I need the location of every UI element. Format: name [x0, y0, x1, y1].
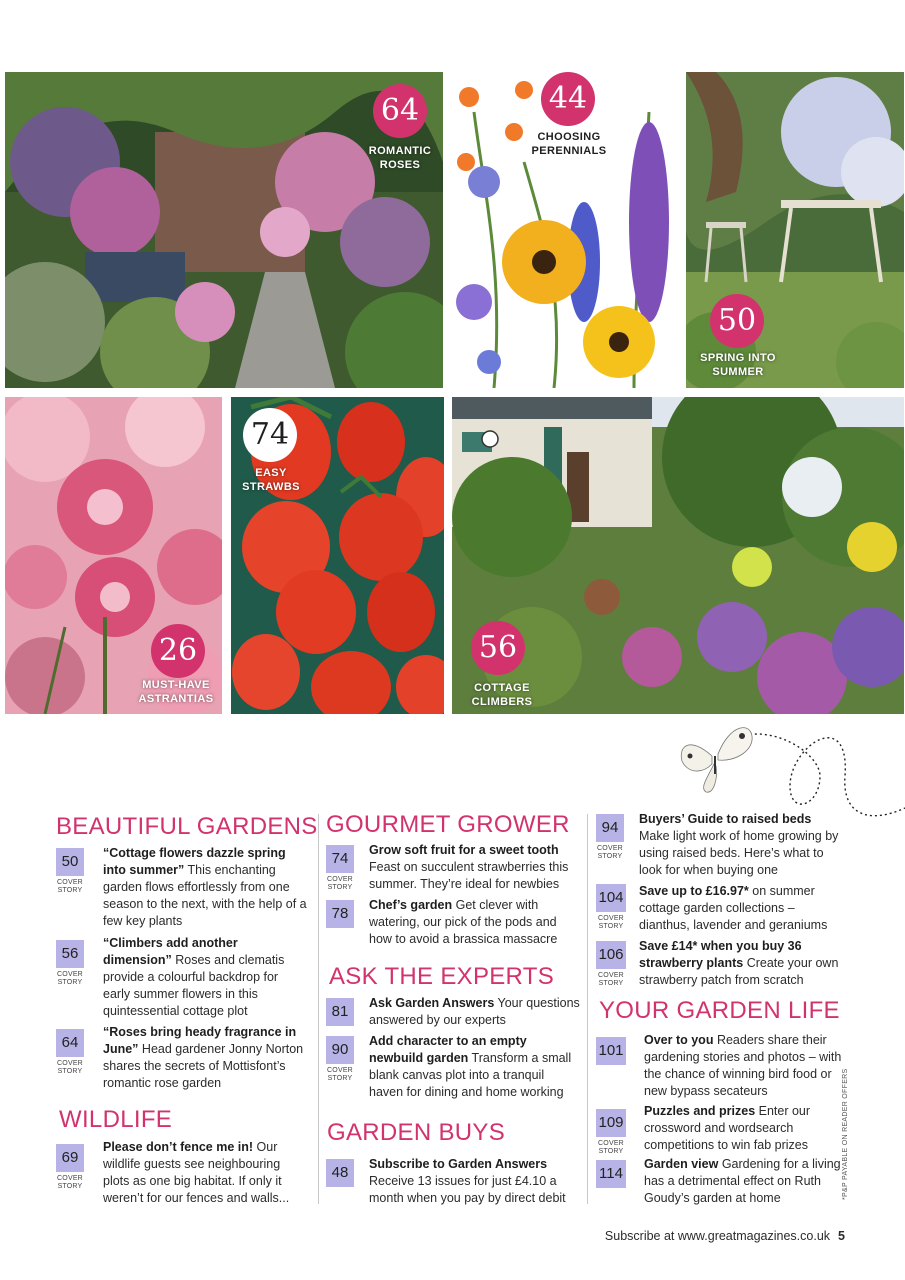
photo-romantic-roses[interactable]: [5, 72, 443, 388]
page-number: 114: [596, 1160, 626, 1188]
page-number-badge: 64: [373, 84, 427, 138]
page-number: 106: [596, 941, 626, 969]
cover-label-line: STORY: [57, 887, 83, 894]
tile-caption: [233, 466, 309, 494]
page-number: 90: [326, 1036, 354, 1064]
page-number: 101: [596, 1037, 626, 1065]
tile-caption: [524, 130, 614, 158]
caption-line: CHOOSING: [537, 131, 601, 143]
entry-text: [369, 1033, 581, 1101]
page-footer: [605, 1229, 845, 1243]
cover-label-line: COVER: [57, 879, 83, 886]
reader-offers-note: *P&P PAYABLE ON READER OFFERS: [842, 1068, 849, 1200]
page-number-badge: 50: [710, 294, 764, 348]
entry-description: Roses and clematis provide a colourful backdrop for early summer flowers in this quintessential cottage plot: [103, 953, 285, 1018]
entry-text: [639, 883, 844, 934]
entry-title: Ask Garden Answers: [369, 996, 495, 1010]
entry-text: [644, 1103, 844, 1154]
cover-label-line: COVER: [597, 845, 623, 852]
page-number-badge: 44: [541, 72, 595, 126]
entry-description: Enter our crossword and wordsearch competitions to win fab prizes: [644, 1104, 811, 1152]
cover-story-label: [56, 1175, 84, 1191]
entry-text: [369, 1156, 581, 1207]
entry-title: Buyers’ Guide to raised beds: [639, 812, 812, 826]
entry-text: [644, 1156, 844, 1207]
cover-story-label: [596, 972, 626, 988]
cover-label-line: STORY: [327, 884, 353, 891]
entry-description: Create your own strawberry patch from scratch: [639, 956, 839, 987]
section-heading-ask-the-experts: ASK THE EXPERTS: [329, 963, 555, 990]
page-number-badge: 56: [471, 621, 525, 675]
page-number: 78: [326, 900, 354, 928]
photo-spring-into-summer[interactable]: [686, 72, 904, 388]
cover-label-line: COVER: [327, 876, 353, 883]
caption-line: CLIMBERS: [471, 696, 533, 708]
cover-story-label: [326, 1067, 354, 1083]
entry-text: [103, 1139, 308, 1207]
cover-label-line: COVER: [57, 971, 83, 978]
column-divider: [318, 814, 319, 1204]
caption-line: SUMMER: [712, 366, 764, 378]
page-number: 74: [326, 845, 354, 873]
entry-text: [103, 845, 308, 930]
cover-story-label: [596, 915, 626, 931]
cover-label-line: STORY: [598, 980, 624, 987]
entry-title: Puzzles and prizes: [644, 1104, 756, 1118]
cover-label-line: STORY: [57, 1068, 83, 1075]
caption-line: MUST-HAVE: [142, 679, 210, 691]
entry-title: Grow soft fruit for a sweet tooth: [369, 843, 559, 857]
tile-caption: [131, 678, 221, 706]
cover-label-line: STORY: [598, 1148, 624, 1155]
entry-text: [644, 1032, 844, 1100]
page-folio: 5: [838, 1229, 845, 1243]
page-number: 48: [326, 1159, 354, 1187]
cover-label-line: STORY: [57, 979, 83, 986]
caption-line: ROSES: [379, 159, 421, 171]
photo-cottage-climbers[interactable]: [452, 397, 904, 714]
tile-caption: [357, 144, 443, 172]
section-heading-your-garden-life: YOUR GARDEN LIFE: [599, 997, 840, 1024]
cover-story-label: [326, 876, 354, 892]
entry-description: Our wildlife guests see neighbouring plots as one big habitat. If only it weren’t for our fences and walls...: [103, 1140, 290, 1205]
caption-line: ROMANTIC: [368, 145, 432, 157]
cover-story-label: [596, 1140, 626, 1156]
cover-label-line: COVER: [57, 1175, 83, 1182]
cover-label-line: COVER: [598, 1140, 624, 1147]
entry-text: [639, 938, 844, 989]
entry-description: Gardening for a living has a detrimental effect on Ruth Goudy’s garden at home: [644, 1157, 841, 1205]
entry-title: Garden view: [644, 1157, 719, 1171]
caption-line: ASTRANTIAS: [138, 693, 214, 705]
entry-description: Receive 13 issues for just £4.10 a month when you pay by direct debit: [369, 1174, 566, 1205]
entry-description: Readers share their gardening stories and photos – with the chance of winning bird food or new bypass secateurs: [644, 1033, 842, 1098]
page-number: 69: [56, 1144, 84, 1172]
page-number: 104: [596, 884, 626, 912]
cover-story-label: [56, 971, 84, 987]
cover-story-label: [596, 845, 624, 861]
cottage-garden-image: [452, 397, 904, 714]
section-heading-wildlife: WILDLIFE: [59, 1106, 173, 1133]
section-heading-garden-buys: GARDEN BUYS: [327, 1119, 506, 1146]
entry-title: “Climbers add another dimension”: [103, 936, 238, 967]
tile-caption: [456, 681, 548, 709]
page-number: 109: [596, 1109, 626, 1137]
section-heading-gourmet-grower: GOURMET GROWER: [326, 811, 570, 838]
page-number: 64: [56, 1029, 84, 1057]
cover-story-label: [56, 879, 84, 895]
cover-label-line: COVER: [598, 972, 624, 979]
page-number-badge: 26: [151, 624, 205, 678]
photo-easy-strawbs[interactable]: [231, 397, 444, 714]
entry-title: Please don’t fence me in!: [103, 1140, 254, 1154]
entry-title: Add character to an empty newbuild garden: [369, 1034, 527, 1065]
cover-label-line: STORY: [597, 853, 623, 860]
entry-description: Get clever with watering, our pick of the pods and how to avoid a brassica massacre: [369, 898, 558, 946]
entry-text: [103, 1024, 308, 1092]
entry-text: [639, 811, 844, 879]
entry-description: Head gardener Jonny Norton shares the secrets of Mottisfont’s romantic rose garden: [103, 1042, 304, 1090]
butterfly-icon: [681, 728, 752, 793]
photo-must-have-astrantias[interactable]: [5, 397, 222, 714]
entry-description: Transform a small blank canvas plot into a tranquil haven for dining and home working: [369, 1051, 572, 1099]
entry-title: “Cottage flowers dazzle spring into summer”: [103, 846, 286, 877]
page-number: 56: [56, 940, 84, 968]
cover-label-line: STORY: [57, 1183, 83, 1190]
page-number-badge: 74: [243, 408, 297, 462]
subscribe-link[interactable]: Subscribe at www.greatmagazines.co.uk: [604, 1229, 831, 1243]
caption-line: SPRING INTO: [700, 352, 776, 364]
entry-text: [369, 897, 581, 948]
entry-title: Chef’s garden: [369, 898, 453, 912]
entry-description: Feast on succulent strawberries this summer. They’re ideal for newbies: [369, 860, 569, 891]
entry-title: Over to you: [644, 1033, 714, 1047]
entry-description: This enchanting garden flows effortlessly from one season to the next, with the help of a few key plants: [103, 863, 307, 928]
entry-text: [369, 995, 581, 1029]
cover-label-line: COVER: [57, 1060, 83, 1067]
caption-line: COTTAGE: [474, 682, 530, 694]
cover-label-line: COVER: [598, 915, 624, 922]
caption-line: STRAWBS: [242, 481, 300, 493]
entry-description: on summer cottage garden collections – dianthus, lavender and geraniums: [639, 884, 828, 932]
entry-description: Make light work of home growing by using raised beds. Here’s what to look for when buying one: [639, 829, 839, 877]
caption-line: PERENNIALS: [531, 145, 607, 157]
butterfly-illustration: [670, 716, 905, 826]
entry-title: Save £14* when you buy 36 strawberry plants: [639, 939, 802, 970]
page-number: 94: [596, 814, 624, 842]
cover-label-line: COVER: [327, 1067, 353, 1074]
entry-title: Subscribe to Garden Answers: [369, 1157, 548, 1171]
cover-story-label: [56, 1060, 84, 1076]
entry-text: [369, 842, 581, 893]
column-divider: [587, 814, 588, 1204]
cover-label-line: STORY: [327, 1075, 353, 1082]
entry-title: “Roses bring heady fragrance in June”: [103, 1025, 297, 1056]
entry-text: [103, 935, 308, 1020]
tile-caption: [690, 351, 786, 379]
entry-title: Save up to £16.97*: [639, 884, 749, 898]
photo-choosing-perennials[interactable]: [444, 72, 685, 388]
caption-line: EASY: [255, 467, 287, 479]
section-heading-beautiful-gardens: BEAUTIFUL GARDENS: [56, 813, 318, 840]
page-number: 50: [56, 848, 84, 876]
entry-description: Your questions answered by our experts: [369, 996, 580, 1027]
cover-label-line: STORY: [598, 923, 624, 930]
page-number: 81: [326, 998, 354, 1026]
